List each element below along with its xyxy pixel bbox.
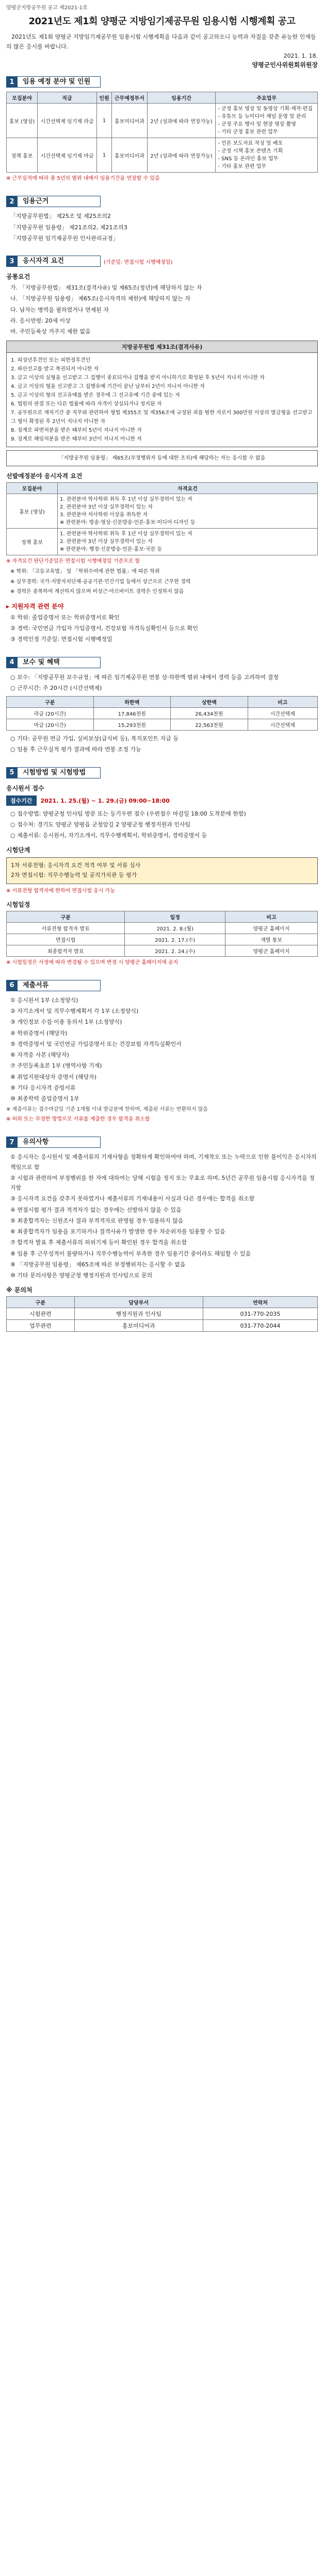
col-note: 비고	[248, 697, 317, 708]
spec-detail-note: ※ 학위: 「고등교육법」 및 「학위수여에 관한 법률」에 따른 학위	[10, 569, 160, 575]
document-item: ⑦ 주민등록초본 1부 (병역사항 기재)	[10, 1062, 102, 1070]
col-note: 비고	[225, 911, 318, 922]
schedule-title: 시험일정	[6, 901, 30, 908]
section-3-subtitle: (기준일: 면접시험 시행예정일)	[104, 259, 173, 265]
caution-item: ⑩ 기타 문의사항은 양평군청 행정지원과 인사팀으로 문의	[10, 1272, 153, 1279]
cell-dept: 홍보미디어과	[112, 104, 148, 138]
col-duty: 주요업무	[216, 92, 318, 104]
table-row	[7, 529, 318, 555]
stage-1: 1차 서류전형: 응시자격 요건 적격 여부 및 서류 심사	[11, 862, 141, 869]
basis-item: 「지방공무원 임기제공무원 인사관리규정」	[10, 234, 119, 242]
cell-tel: 031-770-2035	[203, 1308, 317, 1320]
cell-dept: 행정지원과 인사팀	[74, 1308, 203, 1320]
period-value: 2021. 1. 25.(월) ~ 1. 29.(금) 09:00~18:00	[40, 797, 170, 804]
intro-text: 2021년도 제1회 양평군 지방임기제공무원 임용시험 시행계획을 다음과 같이 공고하오니 능력과 자질을 갖춘 유능한 인재들의 많은 응시를 바랍니다.	[6, 33, 316, 50]
cell-field: 정책 홍보	[7, 529, 58, 555]
cell-field: 홍보 (영상)	[7, 104, 38, 138]
pay-para: ○ 기타: 공무원 연금 가입, 실비보상(급식비 등), 복지포인트 지급 등	[10, 735, 179, 742]
section-6-number: 6	[6, 980, 18, 991]
cell-duty: - 군정 홍보 영상 및 동영상 기획·제작·편집 - 유튜브 등 뉴미디어 채널 운영 및 관리 - 군정 주요 행사 및 현장 영상 촬영 - 기타 군정 홍보 관련 업무	[216, 104, 318, 138]
stage-2: 2차 면접시험: 직무수행능력 및 공직가치관 등 평가	[11, 872, 137, 879]
contact-table	[6, 1296, 318, 1332]
section-3-heading	[6, 256, 318, 267]
pay-para: ○ 보수: 「지방공무원 보수규정」에 따른 임기제공무원 연봉 상·하한액 범위 내에서 경력 등을 고려하여 결정	[10, 673, 279, 681]
document-item: ⑨ 기타 응시자격 증빙서류	[10, 1084, 76, 1091]
cell-low: 15,293천원	[93, 719, 171, 731]
col-period: 임용기간	[147, 92, 216, 104]
table-row	[7, 719, 318, 731]
table-row	[7, 138, 318, 173]
related-item: ③ 경력인정 기준일: 면접시험 시행예정일	[10, 636, 112, 643]
col-date: 일정	[125, 911, 225, 922]
common-item: 마. 주민등록상 거주지 제한 없음	[10, 328, 91, 335]
box-line: 1. 피성년후견인 또는 피한정후견인	[11, 358, 91, 364]
cell-period: 2년 (성과에 따라 연장가능)	[147, 104, 216, 138]
documents-note: ※ 제출서류는 접수마감일 기준 1개월 이내 발급분에 한하며, 제출된 서류는 반환하지 않음	[6, 1107, 208, 1113]
section-1-title: 임용 예정 분야 및 인원	[18, 76, 101, 88]
caution-item: ② 시험과 관련하여 부정행위를 한 자에 대하여는 당해 시험을 정지 또는 무효로 하며, 5년간 공무원 임용시험 응시자격을 정지함	[10, 1174, 315, 1191]
cell-note: 시간선택제	[248, 708, 317, 719]
document-item: ① 응시원서 1부 (소정양식)	[10, 996, 78, 1004]
cell-req: 1. 관련분야 학사학위 취득 후 1년 이상 실무경력이 있는 자 2. 관련분야 3년 이상 실무경력이 있는 자 ※ 관련분야: 행정·신문방송·언론·홍보·국문 등	[58, 529, 318, 555]
document-item: ② 자기소개서 및 직무수행계획서 각 1부 (소정양식)	[10, 1008, 139, 1014]
section-2-number: 2	[6, 196, 18, 207]
application-bullet: ○ 제출서류: 응시원서, 자기소개서, 직무수행계획서, 학위증명서, 경력증명서 등	[10, 832, 207, 839]
cell-item: 최종합격자 발표	[7, 945, 125, 956]
stage-box	[6, 857, 318, 884]
page-title: 2021년도 제1회 양평군 지방임기제공무원 임용시험 시행계획 공고	[28, 16, 296, 27]
cell-dept: 홍보미디어과	[74, 1320, 203, 1332]
application-title: 응시원서 접수	[6, 784, 44, 792]
notice-number: 양평군지방공무원 공고 제2021-1호	[6, 5, 88, 11]
related-item: ① 학위: 졸업증명서 또는 학위증명서로 확인	[10, 614, 120, 621]
col-low: 하한액	[93, 697, 171, 708]
pay-para: ○ 근무시간: 주 20시간 (시간선택제)	[10, 684, 102, 691]
document-item: ⑤ 경력증명서 및 국민연금 가입증명서 또는 건강보험 자격득실확인서	[10, 1040, 182, 1047]
common-item: 라. 응시연령: 20세 이상	[10, 317, 71, 324]
table-row	[7, 922, 318, 934]
cell-grade: 마급 (20시간)	[7, 719, 94, 731]
cell-grade: 시간선택제 임기제 라급	[38, 104, 97, 138]
caution-item: ⑦ 합격자 발표 후 제출서류의 허위기재 등이 확인된 경우 합격을 취소함	[10, 1239, 187, 1246]
table-row	[7, 708, 318, 719]
common-item: 다. 남자는 병역을 필하였거나 면제된 자	[10, 306, 109, 313]
cell-dept: 홍보미디어과	[112, 138, 148, 173]
document-item: ⑥ 자격증 사본 (해당자)	[10, 1052, 69, 1058]
cell-req: 1. 관련분야 학사학위 취득 후 1년 이상 실무경력이 있는 자 2. 관련분야 3년 이상 실무경력이 있는 자 3. 관련분야 석사학위 이상을 취득한 자 ※ 관련분야: 방송·영상·신문방송·언론·홍보·미디어·디자인 등	[58, 494, 318, 529]
application-bullet: ○ 접수처: 경기도 양평군 양평읍 군청앞길 2 양평군청 행정지원과 인사팀	[10, 821, 191, 828]
specific-requirements-title: 선발예정분야 응시자격 요건	[6, 472, 83, 480]
notice-date: 2021. 1. 18.	[283, 53, 318, 60]
contact-title: ※ 문의처	[6, 1286, 33, 1294]
spec-detail-note: ※ 경력은 중복하여 계산하지 않으며 비상근·아르바이트 경력은 인정하지 않음	[10, 589, 184, 595]
caution-item: ④ 면접시험 평가 결과 적격자가 없는 경우에는 선발하지 않을 수 있음	[10, 1206, 182, 1213]
box-line: 8. 징계로 파면처분을 받은 때부터 5년이 지나지 아니한 자	[11, 428, 142, 434]
stage-note: ※ 서류전형 합격자에 한하여 면접시험 응시 가능	[6, 888, 115, 894]
related-fields-title: ▸ 지원자격 관련 분야	[6, 602, 64, 610]
disqualification-box-title: 지방공무원법 제31조(결격사유)	[6, 341, 318, 352]
box-line: 3. 금고 이상의 실형을 선고받고 그 집행이 종료되거나 집행을 받지 아니하기로 확정된 후 5년이 지나지 아니한 자	[11, 375, 265, 381]
schedule-table	[6, 911, 318, 957]
basis-item: 「지방공무원법」 제25조 및 제25조의2	[10, 213, 111, 220]
disqualification-box	[6, 352, 318, 447]
common-requirements-title: 공통요건	[6, 273, 30, 281]
section-2-title: 임용근거	[18, 196, 101, 207]
application-bullet: ○ 접수방법: 양평군청 인사팀 방문 또는 등기우편 접수 (우편접수 마감일 18:00 도착분에 한함)	[10, 810, 246, 817]
cell-period: 2년 (성과에 따라 연장가능)	[147, 138, 216, 173]
table-row	[7, 934, 318, 945]
section-1-note: ※ 근무실적에 따라 총 5년의 범위 내에서 임용기간을 연장할 수 있음	[6, 176, 160, 182]
cell-kind: 시험관련	[7, 1308, 75, 1320]
common-item: 가. 「지방공무원법」 제31조(결격사유) 및 제65조(정년)에 해당하지 않는 자	[10, 284, 202, 292]
cell-count: 1	[96, 104, 111, 138]
cell-grade: 시간선택제 임기제 마급	[38, 138, 97, 173]
cell-field: 정책 홍보	[7, 138, 38, 173]
col-req: 자격요건	[58, 483, 318, 494]
table-row	[7, 494, 318, 529]
cell-date: 2021. 2. 24.(수)	[125, 945, 225, 956]
specific-requirements-table	[6, 482, 318, 555]
schedule-warning: ※ 시험일정은 사정에 따라 변경될 수 있으며 변경 시 양평군 홈페이지에 공지	[6, 959, 179, 965]
cell-note: 양평군 홈페이지	[225, 922, 318, 934]
col-kind: 구분	[7, 1297, 75, 1308]
section-5-number: 5	[6, 767, 18, 778]
col-high: 상한액	[171, 697, 248, 708]
cell-note: 양평군 홈페이지	[225, 945, 318, 956]
col-count: 인원	[96, 92, 111, 104]
box-line: 9. 징계로 해임처분을 받은 때부터 3년이 지나지 아니한 자	[11, 436, 142, 443]
disqualification-box-2: 「지방공무원 임용령」 제65조(부정행위자 등에 대한 조치)에 해당하는 자는 응시할 수 없음	[6, 450, 318, 466]
cell-high: 22,563천원	[171, 719, 248, 731]
cell-date: 2021. 2. 17.(수)	[125, 934, 225, 945]
salary-table	[6, 696, 318, 731]
section-4-heading	[6, 657, 318, 668]
stage-title: 시험단계	[6, 846, 30, 854]
period-label: 접수기간	[6, 795, 37, 806]
box-line: 5. 금고 이상의 형의 선고유예를 받은 경우에 그 선고유예 기간 중에 있는 자	[11, 393, 180, 399]
document-item: ④ 학위증명서 (해당자)	[10, 1029, 68, 1037]
table-row	[7, 945, 318, 956]
box-line: 4. 금고 이상의 형을 선고받고 그 집행유예 기간이 끝난 날부터 2년이 지나지 아니한 자	[11, 384, 205, 390]
section-3-title: 응시자격 요건	[18, 256, 101, 267]
spec-note: ※ 자격요건 판단기준일은 면접시험 시행예정일 기준으로 함	[6, 558, 140, 565]
notice-page	[6, 0, 318, 1332]
spec-detail-note: ※ 실무경력: 국가·지방자치단체·공공기관·민간기업 등에서 상근으로 근무한 경력	[10, 579, 191, 585]
box-line: 7. 공무원으로 재직기간 중 직무와 관련하여 형법 제355조 및 제356조에 규정된 죄를 범한 자로서 300만원 이상의 벌금형을 선고받고 그 형이 확정된 후 2년이 지나지 아니한 자	[11, 410, 313, 425]
table-row	[7, 1320, 318, 1332]
cell-note: 개별 통보	[225, 934, 318, 945]
positions-table	[6, 92, 318, 173]
cell-count: 1	[96, 138, 111, 173]
document-item: ⑧ 취업지원대상자 증명서 (해당자)	[10, 1073, 97, 1080]
col-field: 모집분야	[7, 483, 58, 494]
section-4-title: 보수 및 혜택	[18, 657, 101, 668]
caution-item: ③ 응시자격 요건을 갖추지 못하였거나 제출서류의 기재내용이 사실과 다른 경우에는 합격을 취소함	[10, 1195, 255, 1202]
common-item: 나. 「지방공무원 임용령」 제65조(응시자격의 제한)에 해당하지 않는 자	[10, 295, 190, 302]
col-dept: 근무예정부서	[112, 92, 148, 104]
section-2-heading	[6, 196, 318, 207]
cell-tel: 031-770-2044	[203, 1320, 317, 1332]
section-6-title: 제출서류	[18, 980, 101, 991]
section-3-number: 3	[6, 256, 18, 267]
document-item: ⑩ 최종학력 졸업증명서 1부	[10, 1095, 79, 1102]
section-1-number: 1	[6, 76, 18, 88]
section-7-number: 7	[6, 1137, 18, 1148]
table-row	[7, 104, 318, 138]
caution-item: ⑤ 최종합격자는 신원조사 결과 부적격자로 판명될 경우 임용하지 않음	[10, 1217, 184, 1224]
col-dept: 담당부서	[74, 1297, 203, 1308]
cell-note: 시간선택제	[248, 719, 317, 731]
box-line: 2. 파산선고를 받고 복권되지 아니한 자	[11, 366, 99, 372]
basis-item: 「지방공무원 임용령」 제21조의2, 제21조의3	[10, 224, 127, 231]
section-5-heading	[6, 767, 318, 778]
caution-item: ⑥ 최종합격자가 임용을 포기하거나 결격사유가 발생한 경우 차순위자를 임용할 수 있음	[10, 1228, 225, 1235]
cell-field: 홍보 (영상)	[7, 494, 58, 529]
cell-duty: - 언론 보도자료 작성 및 배포 - 군정 시책 홍보 콘텐츠 기획 - SNS 등 온라인 홍보 업무 - 기타 홍보 관련 업무	[216, 138, 318, 173]
cell-high: 26,434천원	[171, 708, 248, 719]
section-6-heading	[6, 980, 318, 991]
cell-grade: 라급 (20시간)	[7, 708, 94, 719]
documents-warning: ※ 허위 또는 부정한 방법으로 서류를 제출한 경우 합격을 취소함	[6, 1116, 150, 1123]
caution-item: ① 응시자는 응시원서 및 제출서류의 기재사항을 정확하게 확인하여야 하며, 기재착오 또는 누락으로 인한 불이익은 응시자의 책임으로 함	[10, 1154, 317, 1171]
col-item: 구분	[7, 911, 125, 922]
cell-date: 2021. 2. 8.(월)	[125, 922, 225, 934]
table-row	[7, 1308, 318, 1320]
related-item: ② 경력: 국민연금 가입자 가입증명서, 건강보험 자격득실확인서 등으로 확인	[10, 625, 198, 632]
section-1-heading	[6, 76, 318, 88]
pay-para: ○ 임용 후 근무실적 평가 결과에 따라 연봉 조정 가능	[10, 746, 141, 753]
col-tel: 연락처	[203, 1297, 317, 1308]
cell-kind: 업무관련	[7, 1320, 75, 1332]
section-7-heading	[6, 1137, 318, 1148]
caution-item: ⑧ 임용 후 근무성적이 불량하거나 직무수행능력이 부족한 경우 임용기간 중이라도 해임할 수 있음	[10, 1250, 251, 1257]
section-7-title: 유의사항	[18, 1137, 101, 1148]
cell-item: 서류전형 합격자 발표	[7, 922, 125, 934]
col-grade: 구분	[7, 697, 94, 708]
box-line: 6. 법원의 판결 또는 다른 법률에 따라 자격이 상실되거나 정지된 자	[11, 401, 162, 408]
application-period	[6, 795, 318, 806]
section-5-title: 시험방법 및 시험방법	[18, 767, 101, 778]
cell-low: 17,846천원	[93, 708, 171, 719]
caution-item: ⑨ 「지방공무원 임용령」 제65조에 따른 부정행위자는 응시할 수 없음	[10, 1261, 186, 1268]
section-4-number: 4	[6, 657, 18, 668]
signer: 양평군인사위원회위원장	[252, 61, 318, 69]
document-item: ③ 개인정보 수집·이용 동의서 1부 (소정양식)	[10, 1019, 122, 1026]
col-field: 모집분야	[7, 92, 38, 104]
col-grade: 직급	[38, 92, 97, 104]
cell-item: 면접시험	[7, 934, 125, 945]
